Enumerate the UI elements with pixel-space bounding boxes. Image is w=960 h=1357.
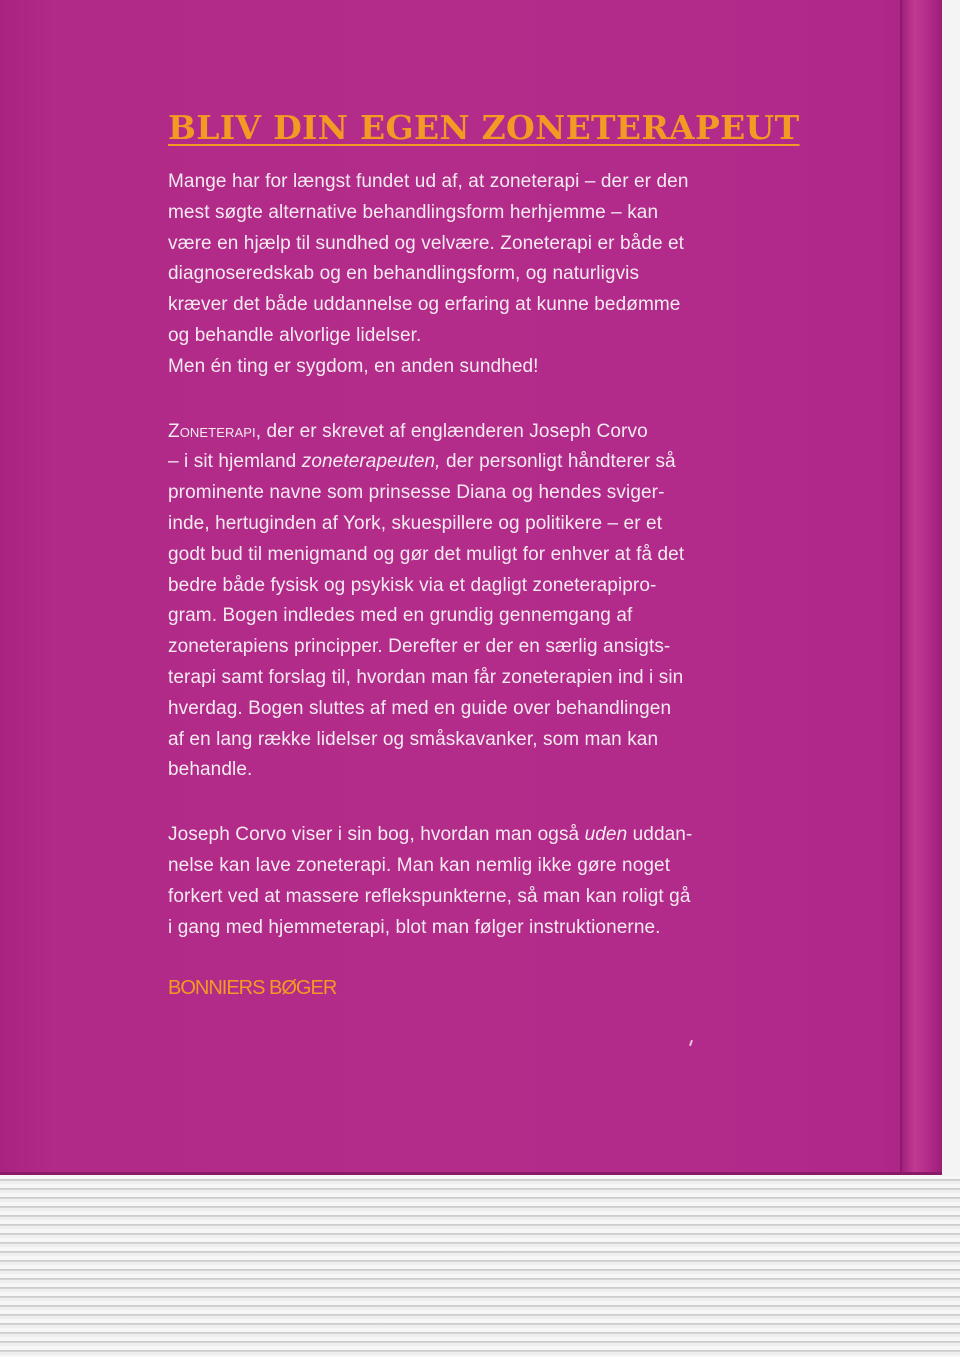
text-line: mest søgte alternative behandlingsform herhjemme – kan xyxy=(168,201,659,223)
publisher-logo: BONNIERS BØGER xyxy=(168,977,337,1000)
scan-margin-right xyxy=(942,0,960,1357)
text-line: og behandle alvorlige lidelser. xyxy=(168,324,422,346)
text-line: Mange har for længst fundet ud af, at zoneterapi – der er den xyxy=(168,171,689,192)
text-span: – i sit hjemland xyxy=(168,451,302,473)
book-spine-edge xyxy=(900,0,944,1172)
text-line: prominente navne som prinsesse Diana og hendes sviger- xyxy=(168,482,665,504)
text-line: behandle. xyxy=(168,759,253,781)
text-line: diagnoseredskab og en behandlingsform, og naturligvis xyxy=(168,263,640,285)
cover-text-block xyxy=(168,108,818,1000)
text-line: hverdag. Bogen sluttes af med en guide over behandlingen xyxy=(168,697,672,719)
text-line: kræver det både uddannelse og erfaring at kunne bedømme xyxy=(168,294,681,316)
text-line: af en lang række lidelser og småskavanker, som man kan xyxy=(168,728,659,750)
text-line: nelse kan lave zoneterapi. Man kan nemlig ikke gøre noget xyxy=(168,854,671,876)
text-line: bedre både fysisk og psykisk via et dagligt zoneterapipro- xyxy=(168,574,657,596)
book-title-smallcaps: Zoneterapi xyxy=(168,420,256,442)
text-line xyxy=(168,820,818,851)
cover-title: BLIV DIN EGEN ZONETERAPEUT xyxy=(168,108,800,147)
text-line: terapi samt forslag til, hvordan man får zoneterapien ind i sin xyxy=(168,666,684,688)
text-span: Joseph Corvo viser i sin bog, hvordan man også xyxy=(168,824,585,846)
scan-speck xyxy=(689,1040,693,1046)
text-span: uddan- xyxy=(627,824,693,846)
text-line xyxy=(168,417,818,448)
text-line: i gang med hjemmeterapi, blot man følger instruktionerne. xyxy=(168,916,661,938)
text-line: være en hjælp til sundhed og velvære. Zoneterapi er både et xyxy=(168,232,685,254)
paragraph-intro xyxy=(168,167,818,383)
italic-text: uden xyxy=(584,824,628,846)
scan-page-stack xyxy=(0,1175,960,1357)
italic-text: zoneterapeuten, xyxy=(301,451,441,473)
text-line: forkert ved at massere reflekspunkterne, så man kan roligt gå xyxy=(168,885,691,907)
text-line xyxy=(168,447,818,478)
paragraph-home-therapy xyxy=(168,820,818,943)
text-span: , der er skrevet af englænderen Joseph Corvo xyxy=(255,420,648,442)
text-line: Men én ting er sygdom, en anden sundhed! xyxy=(168,355,539,377)
text-span: der personligt håndterer så xyxy=(440,451,676,473)
text-line: gram. Bogen indledes med en grundig gennemgang af xyxy=(168,605,633,627)
text-line: inde, hertuginden af York, skuespillere og politikere – er et xyxy=(168,512,663,534)
text-line: zoneterapiens principper. Derefter er der en særlig ansigts- xyxy=(168,636,671,658)
paragraph-about-book xyxy=(168,417,818,787)
text-line: godt bud til menigmand og gør det muligt for enhver at få det xyxy=(168,543,685,565)
